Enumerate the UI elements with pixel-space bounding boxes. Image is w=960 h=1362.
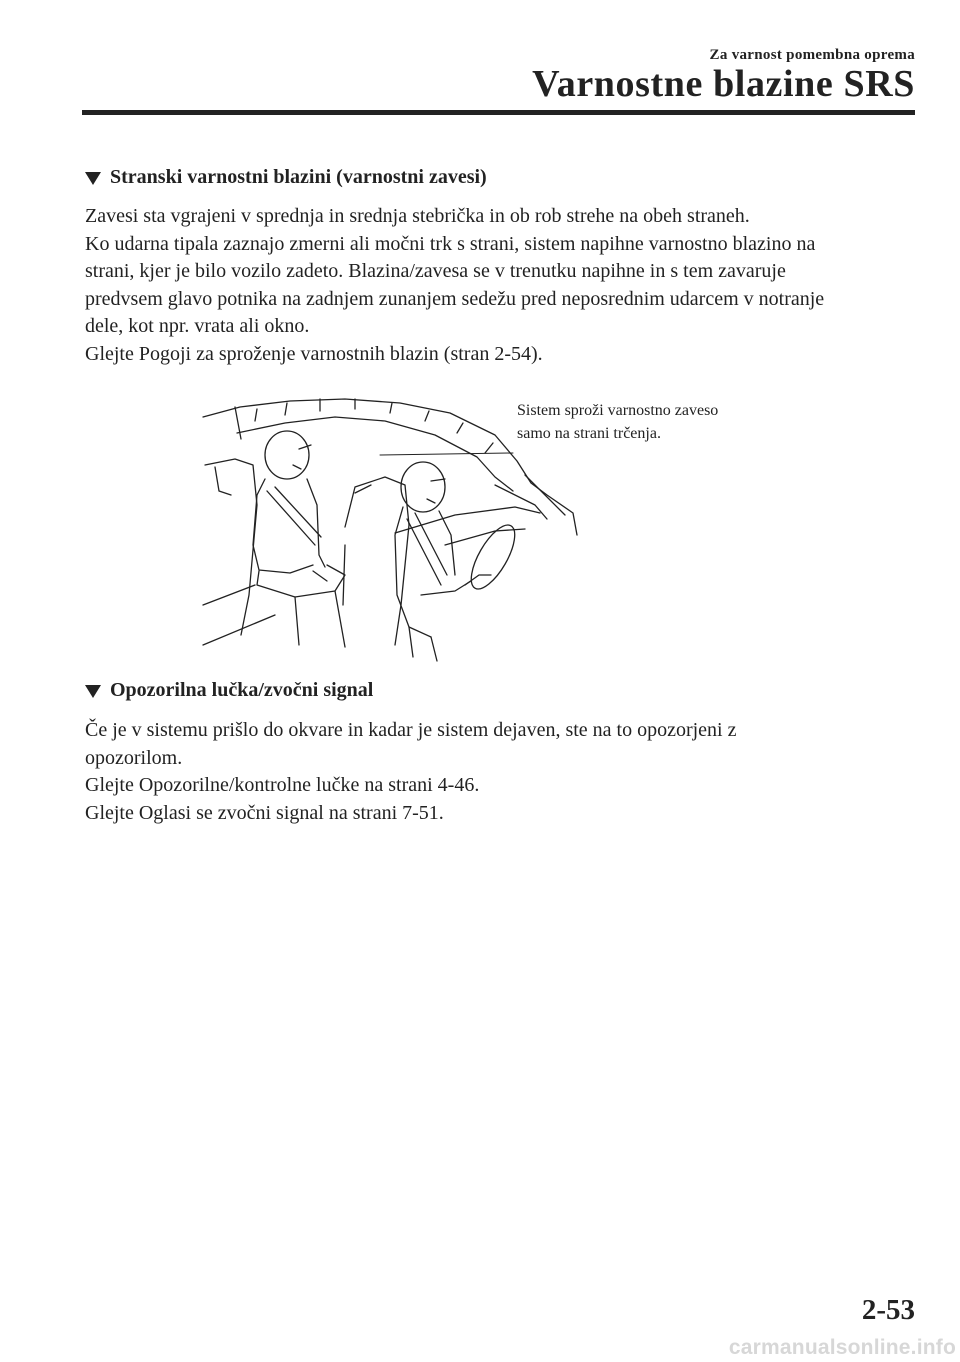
section-heading-curtain-airbags <box>85 166 487 189</box>
header-rule <box>82 110 915 115</box>
footer-watermark: carmanualsonline.info <box>728 1336 956 1359</box>
paragraph-line: Glejte Opozorilne/kontrolne lučke na strani 4-46. <box>85 774 480 797</box>
paragraph-line: opozorilom. <box>85 746 183 769</box>
paragraph-line: Glejte Oglasi se zvočni signal na strani 7-51. <box>85 801 444 824</box>
curtain-airbag-paragraph <box>85 203 925 369</box>
header-section-label: Za varnost pomembna oprema <box>709 47 915 63</box>
section-heading-text: Opozorilna lučka/zvočni signal <box>110 679 374 701</box>
triangle-bullet-icon <box>85 685 101 698</box>
section-heading-text: Stranski varnostni blazini (varnostni zavesi) <box>110 166 487 188</box>
callout-line: Sistem sproži varnostno zaveso <box>517 402 719 419</box>
paragraph-line: predvsem glavo potnika na zadnjem zunanjem sedežu pred neposrednim udarcem v notranje <box>85 287 825 310</box>
paragraph-line: Zavesi sta vgrajeni v sprednja in srednja stebrička in ob rob strehe na obeh straneh. <box>85 205 750 227</box>
illustration-callout <box>517 399 718 445</box>
paragraph-line: Glejte Pogoji za sproženje varnostnih blazin (stran 2-54). <box>85 342 543 365</box>
section-heading-warning-light <box>85 679 373 702</box>
paragraph-line: Če je v sistemu prišlo do okvare in kadar je sistem dejaven, ste na to opozorjeni z <box>85 719 737 741</box>
triangle-bullet-icon <box>85 172 101 185</box>
callout-line: samo na strani trčenja. <box>517 425 661 442</box>
warning-light-paragraph <box>85 717 925 827</box>
paragraph-line: dele, kot npr. vrata ali okno. <box>85 315 310 338</box>
page-number: 2-53 <box>861 1294 915 1326</box>
paragraph-line: strani, kjer je bilo vozilo zadeto. Blazina/zavesa se v trenutku napihne in s tem zavaruje <box>85 260 786 283</box>
page-title: Varnostne blazine SRS <box>532 63 915 105</box>
paragraph-line: Ko udarna tipala zaznajo zmerni ali močni trk s strani, sistem napihne varnostno blazino na <box>85 232 816 255</box>
